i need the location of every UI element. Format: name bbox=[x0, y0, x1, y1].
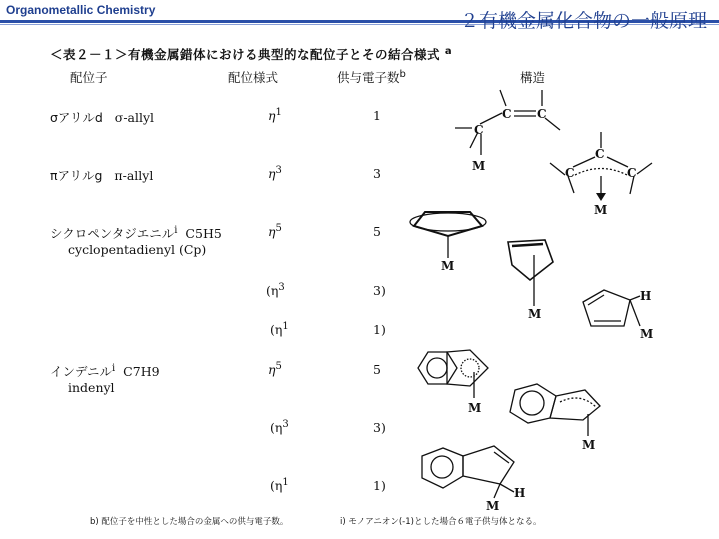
atom-m: M bbox=[441, 259, 455, 273]
atom-m: M bbox=[582, 438, 596, 452]
caption-footnote-mark: a bbox=[444, 45, 453, 57]
eta-symbol: η bbox=[268, 108, 276, 124]
electron-count: 5 bbox=[373, 362, 381, 377]
eta-symbol: η bbox=[268, 362, 276, 378]
electron-count: 3 bbox=[373, 166, 381, 181]
ligand-name-jp: インデニル bbox=[50, 364, 113, 379]
electron-count: 3) bbox=[373, 420, 386, 435]
ligand-name-jp: シクロペンタジエニル bbox=[50, 226, 175, 241]
hapticity-number: 1 bbox=[275, 107, 282, 118]
indenyl-eta1-structure bbox=[422, 446, 525, 513]
ligand-name-en: indenyl bbox=[68, 380, 115, 395]
atom-c: C bbox=[627, 166, 637, 180]
electrons-footnote-mark: b bbox=[399, 68, 406, 80]
eta-symbol: (η bbox=[266, 283, 279, 299]
ligand-formula: C5H5 bbox=[185, 226, 222, 241]
indenyl-eta5-structure bbox=[418, 350, 488, 415]
ligand-name-jp: πアリルg bbox=[50, 168, 103, 183]
header-title: Organometallic Chemistry bbox=[6, 3, 156, 17]
electron-count: 1) bbox=[373, 478, 386, 493]
sigma-allyl-structure bbox=[455, 90, 560, 173]
ligand-name-en: cyclopentadienyl (Cp) bbox=[68, 242, 207, 257]
hapticity-number: 5 bbox=[275, 361, 282, 372]
atom-c: C bbox=[565, 166, 575, 180]
eta-symbol: η bbox=[268, 224, 276, 240]
atom-h: H bbox=[640, 289, 652, 303]
eta-symbol: (η bbox=[270, 478, 283, 494]
atom-c: C bbox=[474, 123, 484, 137]
electron-count: 1) bbox=[373, 322, 386, 337]
chapter-title: ２有機金属化合物の一般原理 bbox=[459, 10, 707, 32]
col-header-mode: 配位様式 bbox=[228, 70, 279, 85]
hapticity-number: 1 bbox=[282, 477, 289, 488]
cp-eta3-structure bbox=[508, 240, 553, 321]
eta-symbol: (η bbox=[270, 420, 283, 436]
col-header-ligand: 配位子 bbox=[70, 70, 108, 85]
footnote-i: i) モノアニオン(-1)とした場合６電子供与体となる。 bbox=[340, 517, 542, 527]
atom-m: M bbox=[594, 203, 608, 217]
hapticity-number: 3 bbox=[275, 165, 282, 176]
eta-symbol: η bbox=[268, 166, 276, 182]
cp-eta5-structure bbox=[410, 212, 486, 273]
atom-m: M bbox=[528, 307, 542, 321]
atom-m: M bbox=[486, 499, 500, 513]
table-caption-text: ＜表２－１＞有機金属錯体における典型的な配位子とその結合様式 bbox=[50, 47, 441, 62]
ligand-name-en: π-allyl bbox=[114, 168, 154, 183]
footnote-b: b) 配位子を中性とした場合の金属への供与電子数。 bbox=[90, 517, 289, 527]
pi-allyl-structure bbox=[550, 132, 652, 217]
ligand-name-jp: σアリルd bbox=[50, 110, 103, 125]
col-header-electrons-text: 供与電子数 bbox=[337, 70, 400, 85]
atom-m: M bbox=[472, 159, 486, 173]
atom-m: M bbox=[468, 401, 482, 415]
ligand-footnote-mark: i bbox=[112, 362, 116, 374]
hapticity-number: 5 bbox=[275, 223, 282, 234]
ligand-name-en: σ-allyl bbox=[114, 110, 155, 125]
atom-c: C bbox=[595, 147, 605, 161]
electron-count: 5 bbox=[373, 224, 381, 239]
electron-count: 1 bbox=[373, 108, 381, 123]
atom-c: C bbox=[537, 107, 547, 121]
ligand-footnote-mark: i bbox=[174, 224, 178, 236]
eta-symbol: (η bbox=[270, 322, 283, 338]
hapticity-number: 3 bbox=[282, 419, 289, 430]
electron-count: 3) bbox=[373, 283, 386, 298]
atom-m: M bbox=[640, 327, 654, 341]
ligand-formula: C7H9 bbox=[123, 364, 160, 379]
hapticity-number: 1 bbox=[282, 321, 289, 332]
atom-h: H bbox=[514, 486, 526, 500]
col-header-structure: 構造 bbox=[520, 70, 546, 85]
cp-eta1-structure bbox=[583, 289, 653, 341]
hapticity-number: 3 bbox=[278, 282, 285, 293]
atom-c: C bbox=[502, 107, 512, 121]
indenyl-eta3-structure bbox=[510, 384, 600, 452]
